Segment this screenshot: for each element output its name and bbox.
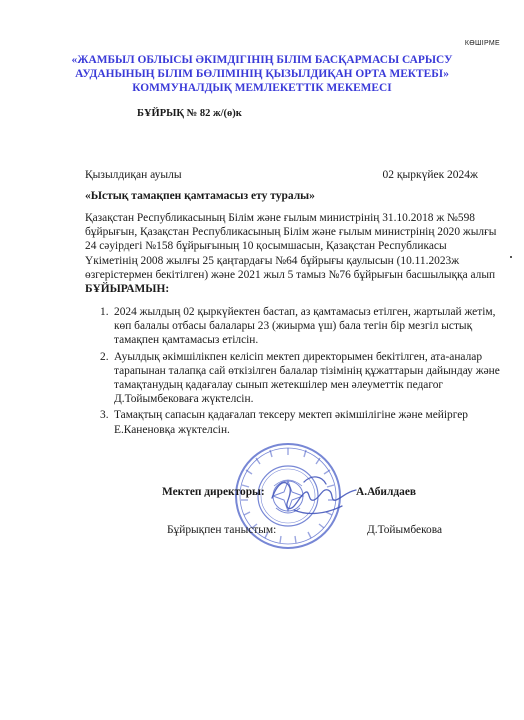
organization-header-line-1: «ЖАМБЫЛ ОБЛЫСЫ ӘКІМДІГІНІҢ БІЛІМ БАСҚАРМАСЫ САРЫСУ bbox=[71, 54, 453, 66]
order-date: 02 қыркүйек 2024ж bbox=[382, 169, 478, 181]
list-item-number: 3. bbox=[100, 409, 109, 422]
list-item-text: Ауылдық әкімшілікпен келісіп мектеп директорымен бекітілген, ата-аналар тарапынан талапқа сай өткізілген балалар тізімінің құжаттарын дайындау және тамақтанудың қадағалау сынып жетекшілер мен әлеуметтік педагог Д.Тойымбековаға жүктелсін. bbox=[114, 350, 500, 406]
handwritten-signature-icon bbox=[264, 464, 364, 524]
place-name: Қызылдиқан ауылы bbox=[85, 169, 182, 181]
preamble-paragraph bbox=[85, 211, 500, 296]
order-word: БҰЙЫРАМЫН: bbox=[85, 283, 170, 296]
preamble-text: Қазақстан Республикасының Білім және ғылым министрінің 31.10.2018 ж №598 бұйрығын, Қазақстан Республикасының Білім және ғылым министрінің 2020 жылғы 24 сәуірдегі №158 бұйрығының 10 қосымшасын, Қазақстан Республикасы Үкіметінің 2008 жылғы 25 қаңтардағы №64 бұйрығы қаулысын (10.11.2023ж өзгерістермен бекітілген) және 2021 жыл 5 тамыз №76 бұйрығын басшылыққа алып bbox=[85, 212, 497, 281]
list-item bbox=[85, 408, 503, 436]
organization-header-line-3: КОММУНАЛДЫҚ МЕМЛЕКЕТТІК МЕКЕМЕСІ bbox=[132, 82, 392, 94]
organization-header-line-2: АУДАНЫНЫҢ БІЛІМ БӨЛІМІНІҢ ҚЫЗЫЛДИҚАН ОРТА МЕКТЕБІ» bbox=[75, 68, 449, 80]
list-item-number: 2. bbox=[100, 350, 109, 363]
list-item-text: Тамақтың сапасын қадағалап тексеру мектеп әкімшілігіне және мейіргер Е.Каненовқа жүктелсін. bbox=[114, 409, 468, 436]
list-item bbox=[85, 305, 503, 348]
director-name: А.Абилдаев bbox=[356, 486, 417, 498]
list-item-number: 1. bbox=[100, 306, 109, 318]
stray-dot bbox=[510, 256, 512, 258]
director-title: Мектеп директоры: bbox=[162, 486, 265, 498]
list-item-text: 2024 жылдың 02 қыркүйектен бастап, аз қамтамасыз етілген, жартылай жетім, көп балалы отбасы балалары 23 (жиырма үш) бала тегін бір мезгіл ыстық тамақпен қамтамасыз етілсін. bbox=[114, 306, 496, 347]
order-items-list bbox=[85, 305, 503, 439]
list-item bbox=[85, 350, 503, 407]
copy-mark: КӨШІРМЕ bbox=[464, 40, 500, 47]
order-subject: «Ыстық тамақпен қамтамасыз ету туралы» bbox=[85, 190, 315, 202]
acknowledgement-label: Бұйрықпен таныстым: bbox=[167, 524, 277, 536]
acknowledgement-name: Д.Тойымбекова bbox=[367, 524, 443, 536]
order-number: БҰЙРЫҚ № 82 ж/(ө)к bbox=[137, 108, 242, 119]
organization-header bbox=[60, 53, 464, 95]
